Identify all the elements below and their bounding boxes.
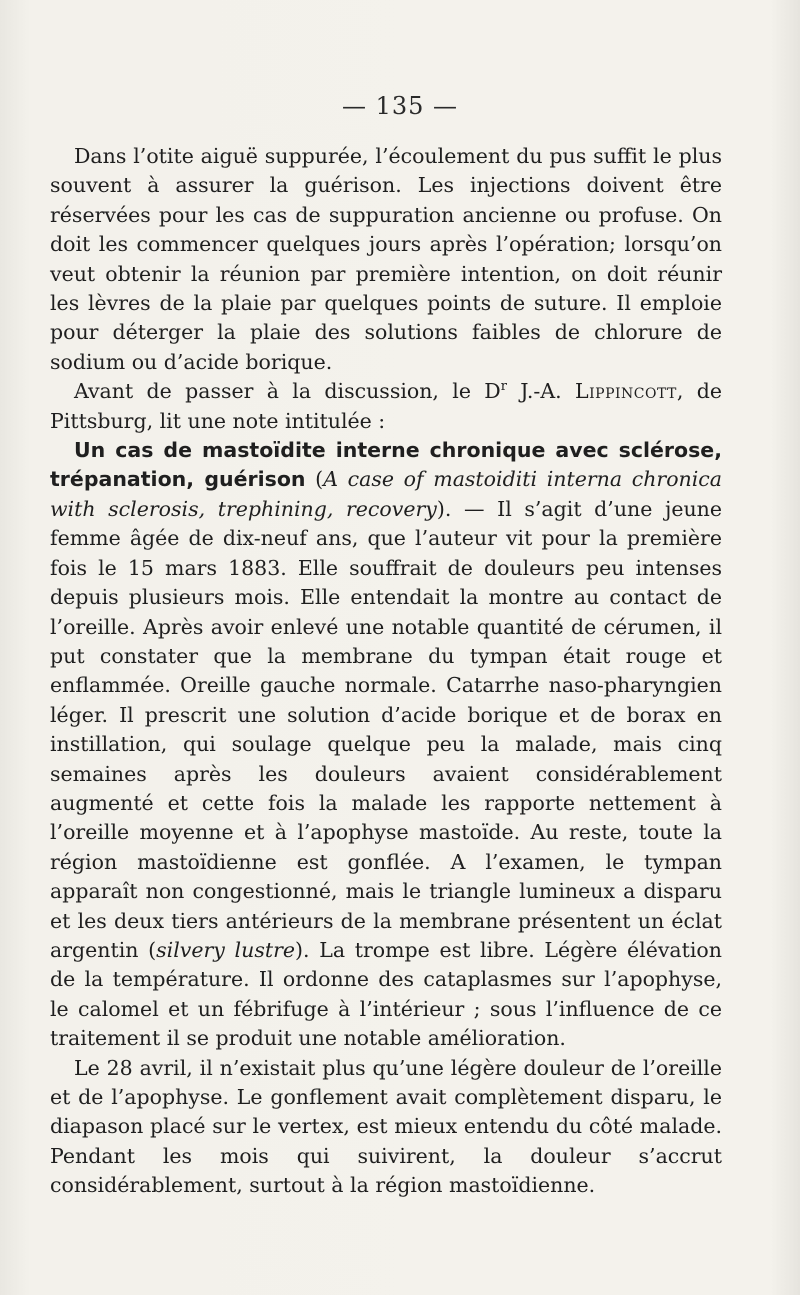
paragraph-case [50, 436, 722, 1054]
discussion-intro: Avant de passer à la discussion, le D [74, 379, 501, 404]
paragraph-april: Le 28 avril, il n’existait plus qu’une légère douleur de l’oreille et de l’apophyse. Le gonflement avait complètement disparu, le diapason placé sur le vertex, est mieux entendu du côté malade. Pendant les mois qui suivirent, la douleur s’accrut considérablement, surtout à la région mastoïdienne. [50, 1055, 722, 1198]
page-number: — 135 — [341, 92, 459, 120]
doctor-superscript: r [500, 379, 507, 395]
author-name: Lippincott [575, 379, 677, 404]
article-english-title: A case of mastoiditi interna chronica with sclerosis, trephining, recovery [50, 467, 723, 521]
paren-open: ( [305, 467, 324, 492]
paren-close: ). — [436, 496, 498, 521]
body-text [50, 142, 722, 1201]
author-initials: J.-A. [506, 379, 575, 404]
silvery-lustre: silvery lustre [156, 937, 296, 962]
paragraph-discussion [50, 377, 722, 436]
case-body-b: ). La trompe est libre. Légère élévation de la température. Il ordonne des cataplasmes sur l’apophyse, le calomel et un fébrifuge à l’intérieur ; sous l’influence de ce traitement il se produit une notable amélioration. [50, 937, 722, 1051]
paragraph-otite: Dans l’otite aiguë suppurée, l’écoulement du pus suffit le plus souvent à assurer la guérison. Les injections doivent être réservées pour les cas de suppuration ancienne ou profuse. On doit les commencer quelques jours après l’opération; lorsqu’on veut obtenir la réunion par première intention, on doit réunir les lèvres de la plaie par quelques points de suture. Il emploie pour déterger la plaie des solutions faibles de chlorure de sodium ou d’acide borique. [50, 144, 722, 374]
article-title: Un cas de mastoïdite interne chronique avec sclérose, trépanation, guérison [50, 438, 722, 492]
discussion-outro: , de Pittsburg, lit une note intitulée : [50, 379, 722, 433]
case-body-a: Il s’agit d’une jeune femme âgée de dix-neuf ans, que l’auteur vit pour la première fois le 15 mars 1883. Elle souffrait de douleurs peu intenses depuis plusieurs mois. Elle entendait la montre au contact de l’oreille. Après avoir enlevé une notable quantité de cérumen, il put constater que la membrane du tympan était rouge et enflammée. Oreille gauche normale. Catarrhe naso-pharyngien léger. Il prescrit une solution d’acide borique et de borax en instillation, qui soulage quelque peu la malade, mais cinq semaines après les douleurs avaient considérablement augmenté et cette fois la malade les rapporte nettement à l’oreille moyenne et à l’apophyse mastoïde. Au reste, toute la région mastoïdienne est gonflée. A l’examen, le tympan apparaît non congestionné, mais le triangle lumineux a disparu et les deux tiers antérieurs de la membrane présentent un éclat argentin ( [50, 496, 722, 962]
